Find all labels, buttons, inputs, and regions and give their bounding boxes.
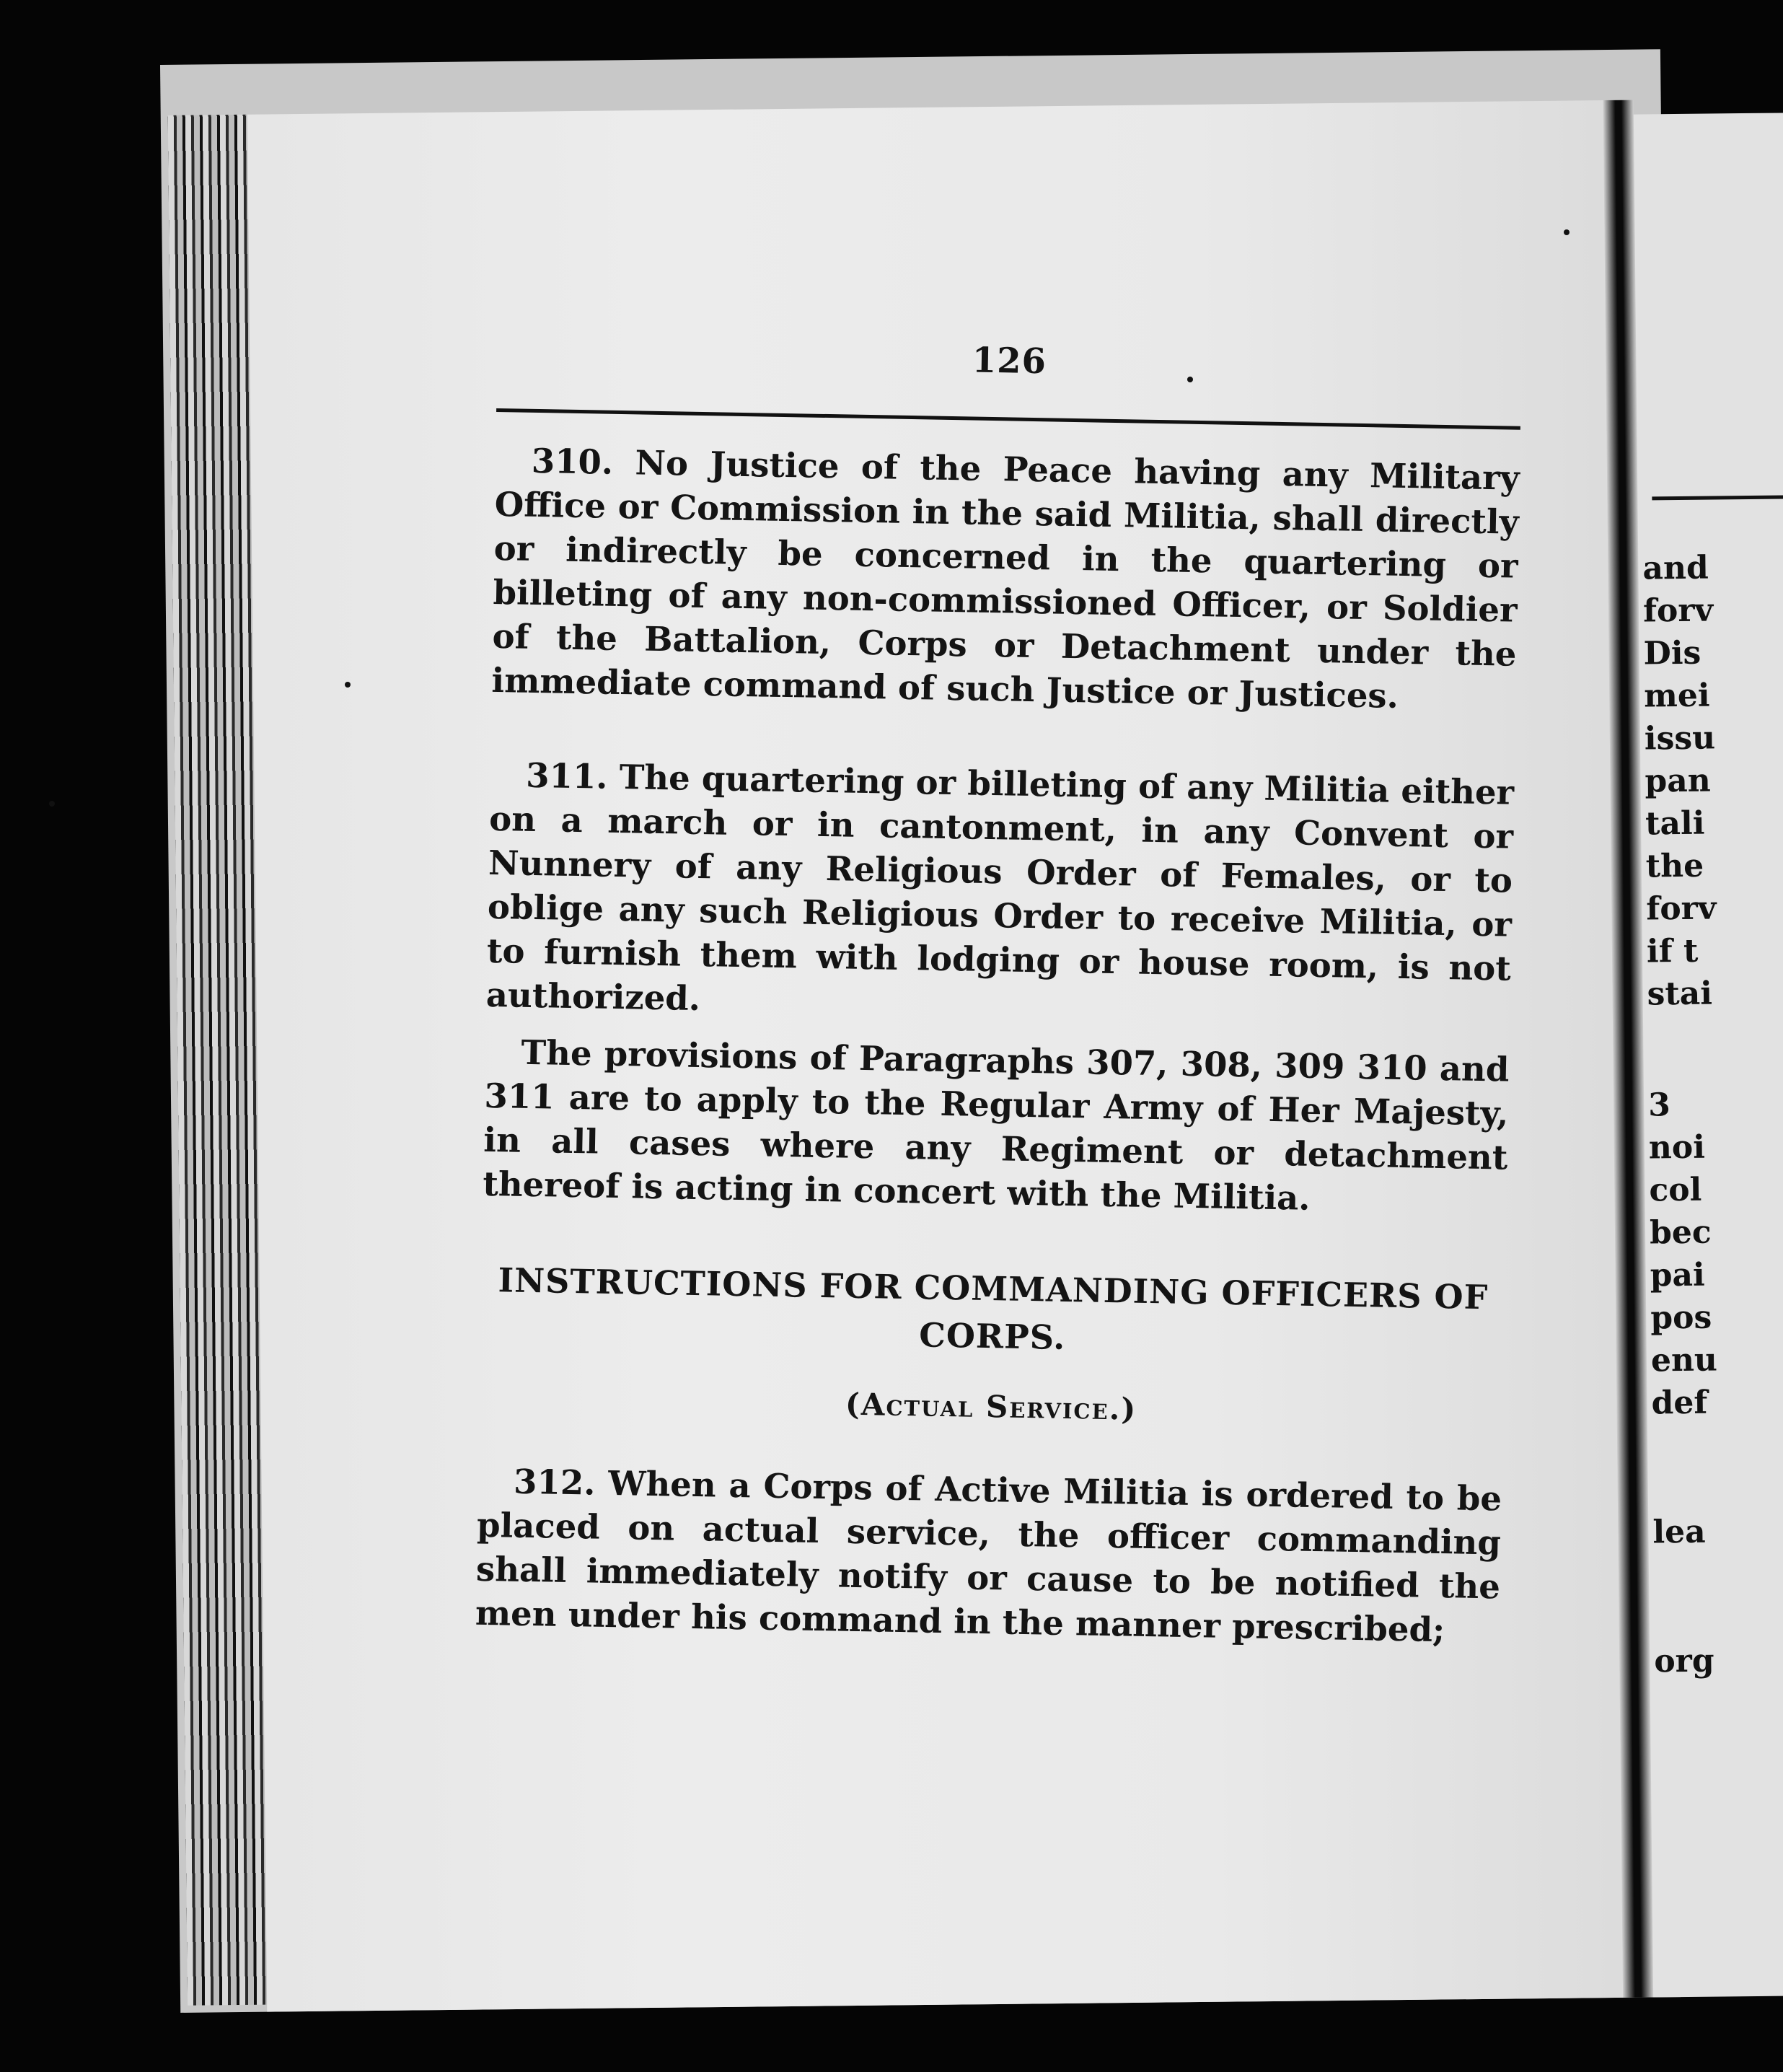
right-fragment: def: [1651, 1384, 1708, 1422]
paragraph-310: 310. No Justice of the Peace having any Military Office or Commission in the said Militia, shall directly or indirectly be concerned in the quartering or billeting of any non-commissioned Officer, or Soldier of the Battalion, Corps or Detachment under the immediate command of such Justice or Justices.: [491, 440, 1520, 716]
paragraph-311: 311. The quartering or billeting of any Militia either on a march or in cantonment, in any Convent or Nunnery of any Religious Order of Females, or to oblige any such Religious Order to receive Militia, or to furnish them with lodging or house room, is not authorized.: [485, 755, 1515, 1019]
right-fragment: 3: [1647, 1087, 1671, 1124]
right-fragment: Dis: [1643, 634, 1701, 672]
right-fragment: col: [1649, 1171, 1702, 1209]
right-fragment: forv: [1642, 592, 1714, 630]
ink-speck: [1564, 229, 1570, 235]
paragraph-312: 312. When a Corps of Active Militia is ordered to be placed on actual service, the officer commanding shall immediately notify or cause to be notified the men under his command in the manner prescribed;: [475, 1461, 1502, 1650]
right-fragment: lea: [1652, 1513, 1706, 1551]
right-fragment: pos: [1650, 1299, 1712, 1337]
right-fragment: issu: [1644, 719, 1716, 758]
right-fragment: if t: [1646, 932, 1699, 970]
right-page-fragments: [1642, 546, 1725, 1682]
section-subheading: (Actual Service.): [845, 1386, 1137, 1427]
right-page-edge: [1634, 113, 1783, 1997]
right-fragment: enu: [1650, 1341, 1718, 1379]
ink-speck: [1187, 377, 1193, 382]
ink-speck: [49, 801, 55, 807]
page-content: [474, 332, 1522, 1703]
right-fragment: the: [1645, 847, 1704, 885]
section-heading: INSTRUCTIONS FOR COMMANDING OFFICERS OF CORPS.: [498, 1260, 1489, 1357]
right-fragment: forv: [1646, 890, 1717, 928]
page-number: 126: [972, 340, 1047, 382]
paragraph-provisions: The provisions of Paragraphs 307, 308, 309 310 and 311 are to apply to the Regular Army of Her Majesty, in all cases where any Regiment or detachment thereof is acting in concert with the Militia.: [482, 1032, 1510, 1218]
right-fragment: org: [1654, 1642, 1714, 1680]
right-fragment: pan: [1645, 762, 1712, 800]
right-fragment: and: [1642, 549, 1709, 587]
ink-speck: [345, 682, 351, 688]
right-fragment: mei: [1644, 677, 1710, 715]
header-rule: [496, 408, 1520, 430]
right-fragment: stai: [1647, 975, 1713, 1013]
right-fragment: pai: [1650, 1256, 1705, 1294]
right-fragment: noi: [1648, 1128, 1706, 1167]
right-fragment: tali: [1645, 804, 1705, 843]
right-fragment: bec: [1649, 1213, 1712, 1252]
right-page-rule: [1652, 495, 1783, 501]
